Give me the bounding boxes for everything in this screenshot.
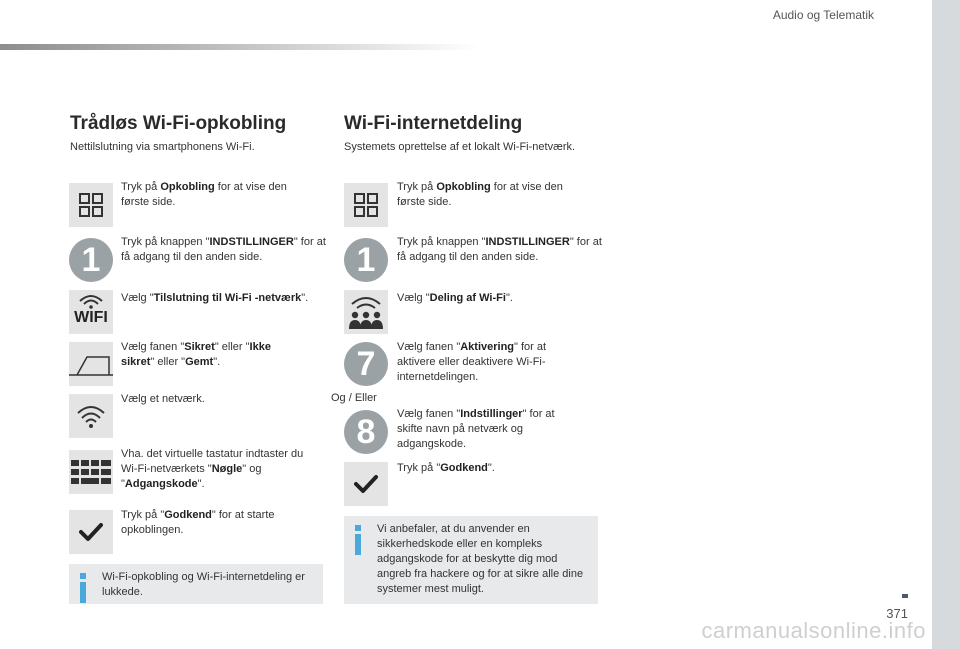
right-subtitle: Systemets oprettelse af et lokalt Wi-Fi-netværk. — [344, 141, 576, 153]
info-icon — [353, 525, 363, 555]
section-title: Audio og Telematik — [772, 8, 874, 22]
wifi-icon — [69, 394, 113, 438]
right-heading: Wi-Fi-internetdeling — [344, 113, 523, 134]
right-step-6-text: Tryk på "Godkend". — [397, 462, 495, 474]
grid-apps-icon — [69, 183, 113, 227]
right-step-5-text: Vælg fanen "Indstillinger" for at skifte navn på netværk og adgangskode. — [397, 408, 555, 450]
right-note-text: Vi anbefaler, at du anvender en sikkerhedskode eller en kompleks adgangskode for at beskytte dig mod angreb fra hackere og for at sikre alle dine systemer mest muligt. — [377, 523, 584, 595]
wifi-label-text: WIFI — [74, 309, 108, 326]
right-info-note — [344, 516, 598, 604]
step-number-1: 1 — [69, 238, 113, 282]
left-step-1-text: Tryk på Opkobling for at vise den første side. — [121, 181, 287, 208]
left-step-3-text: Vælg "Tilslutning til Wi-Fi -netværk". — [121, 292, 309, 304]
checkmark-icon — [344, 462, 388, 506]
header-gradient-bar — [0, 44, 480, 50]
field-tab-icon — [69, 342, 113, 386]
keyboard-icon — [69, 450, 113, 494]
og-eller-label: Og / Eller — [331, 392, 377, 404]
right-step-4-text: Vælg fanen "Aktivering" for at aktivere eller deaktivere Wi-Fi-internetdelingen. — [397, 341, 547, 383]
right-step-3-text: Vælg "Deling af Wi-Fi". — [397, 292, 513, 304]
step-number-1: 1 — [344, 238, 388, 282]
right-step-1-text: Tryk på Opkobling for at vise den første side. — [397, 181, 563, 208]
step-number-7: 7 — [344, 342, 388, 386]
left-step-7-text: Tryk på "Godkend" for at starte opkoblingen. — [121, 509, 275, 536]
footer-watermark: carmanualsonline.info — [701, 618, 926, 643]
left-subtitle: Nettilslutning via smartphonens Wi-Fi. — [70, 141, 255, 153]
wifi-label-icon — [69, 290, 113, 334]
left-heading: Trådløs Wi-Fi-opkobling — [70, 113, 287, 134]
left-step-6-text: Vha. det virtuelle tastatur indtaster du Wi-Fi-netværkets "Nøgle" og "Adgangskode". — [121, 448, 304, 490]
left-step-5-text: Vælg et netværk. — [121, 393, 205, 405]
checkmark-icon — [69, 510, 113, 554]
right-step-2-text: Tryk på knappen "INDSTILLINGER" for at få adgang til den anden side. — [397, 236, 602, 263]
step-number-8: 8 — [344, 410, 388, 454]
side-strip — [932, 0, 960, 649]
left-step-2-text: Tryk på knappen "INDSTILLINGER" for at få adgang til den anden side. — [121, 236, 326, 263]
left-info-note — [69, 564, 323, 604]
grid-apps-icon — [344, 183, 388, 227]
left-step-4-text: Vælg fanen "Sikret" eller "Ikke sikret" eller "Gemt". — [121, 341, 271, 368]
info-icon — [78, 573, 88, 603]
page-marker — [902, 594, 908, 598]
page-number: 371 — [886, 606, 908, 621]
left-note-text: Wi-Fi-opkobling og Wi-Fi-internetdeling er lukkede. — [102, 571, 305, 598]
people-share-icon — [344, 290, 388, 334]
